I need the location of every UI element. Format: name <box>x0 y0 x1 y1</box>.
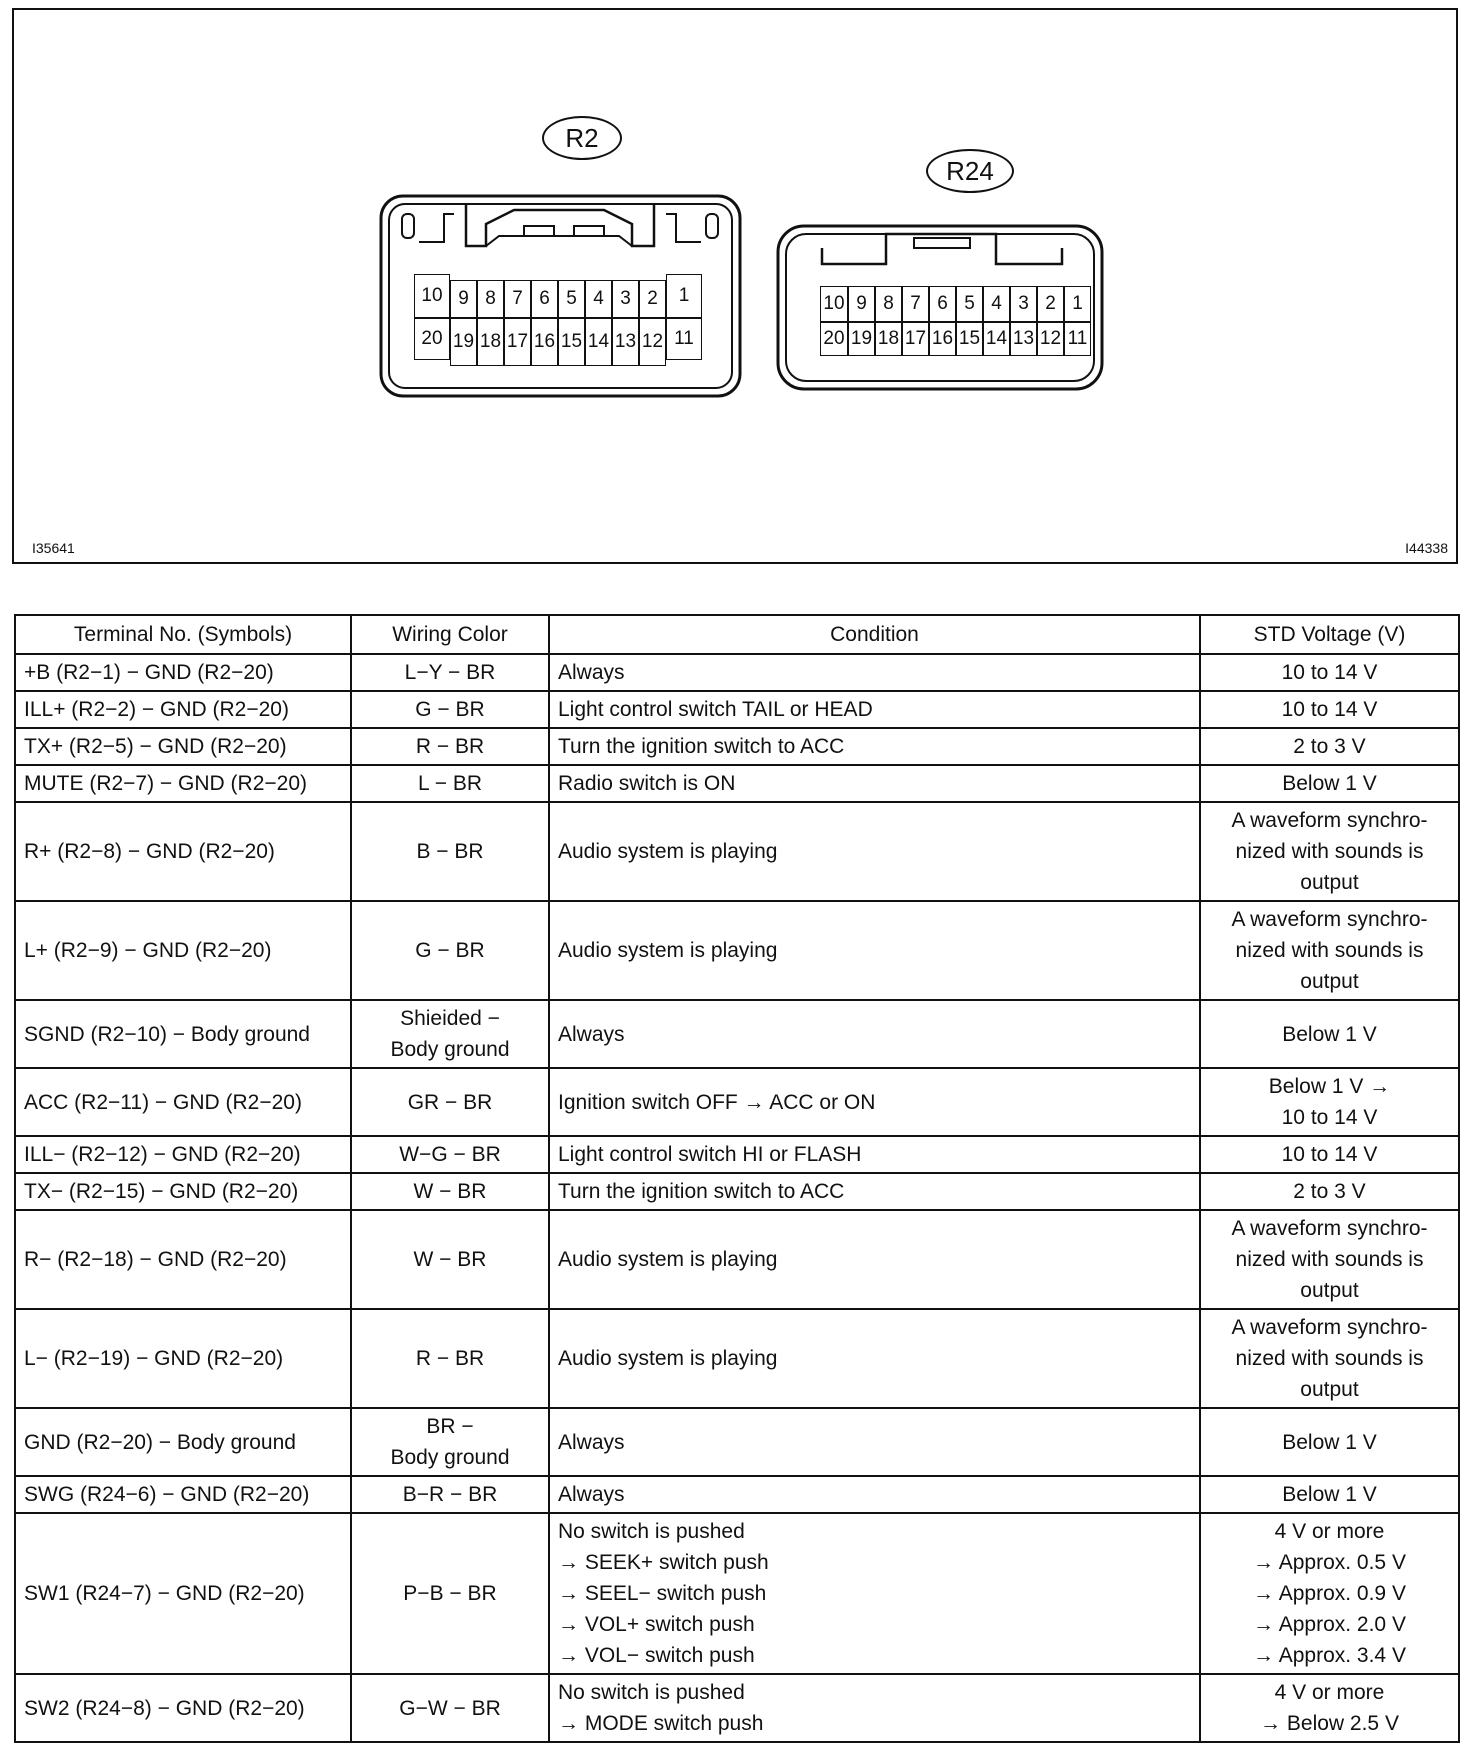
table-row <box>15 1408 1459 1476</box>
r24-pin: 8 <box>875 286 902 322</box>
wiring-color-cell-line: R − BR <box>415 735 485 758</box>
condition-cell <box>549 765 1200 802</box>
condition-cell-line: → SEEK+ switch push <box>558 1551 769 1574</box>
table-row <box>15 1136 1459 1173</box>
table-row <box>15 654 1459 691</box>
condition-cell-line: Light control switch HI or FLASH <box>558 1143 862 1166</box>
terminal-cell-line: SWG (R24−6) − GND (R2−20) <box>24 1483 310 1506</box>
r24-pin: 17 <box>902 322 929 356</box>
condition-cell <box>549 901 1200 1000</box>
condition-cell-line: Light control switch TAIL or HEAD <box>558 698 873 721</box>
connector-r2-label: R2 <box>542 116 622 160</box>
terminal-cell-line: MUTE (R2−7) − GND (R2−20) <box>24 772 307 795</box>
wiring-color-cell-line: BR − <box>426 1415 474 1438</box>
voltage-cell-line: A waveform synchro- <box>1231 1217 1428 1240</box>
voltage-cell <box>1200 1173 1459 1210</box>
voltage-cell-line: → Approx. 2.0 V <box>1253 1613 1406 1636</box>
r2-pin: 10 <box>414 274 450 318</box>
wiring-color-cell-line: G − BR <box>415 698 485 721</box>
table-row <box>15 1068 1459 1136</box>
condition-cell-line: Audio system is playing <box>558 1248 778 1271</box>
condition-cell-line: Always <box>558 1430 625 1454</box>
condition-cell <box>549 1513 1200 1674</box>
wiring-color-cell-line: W−G − BR <box>399 1143 501 1166</box>
condition-cell <box>549 1000 1200 1068</box>
voltage-cell-line: → Approx. 0.9 V <box>1253 1582 1406 1605</box>
voltage-cell-line: A waveform synchro- <box>1231 908 1428 931</box>
terminal-cell-line: L− (R2−19) − GND (R2−20) <box>24 1347 284 1370</box>
condition-cell <box>549 802 1200 901</box>
wiring-color-cell-line: L−Y − BR <box>404 661 496 684</box>
condition-cell <box>549 1408 1200 1476</box>
r24-pin: 16 <box>929 322 956 356</box>
voltage-cell <box>1200 1408 1459 1476</box>
voltage-cell-line: 2 to 3 V <box>1293 735 1366 758</box>
table-row <box>15 691 1459 728</box>
condition-cell-line: No switch is pushed <box>558 1681 745 1704</box>
wiring-color-cell <box>351 1210 549 1309</box>
r24-pin: 18 <box>875 322 902 356</box>
voltage-cell-line: 10 to 14 V <box>1281 698 1378 721</box>
r24-pin: 10 <box>820 286 848 322</box>
terminal-cell <box>15 901 351 1000</box>
voltage-cell <box>1200 1674 1459 1742</box>
wiring-color-cell <box>351 1513 549 1674</box>
terminal-cell-line: +B (R2−1) − GND (R2−20) <box>24 661 274 684</box>
voltage-cell <box>1200 691 1459 728</box>
wiring-color-cell <box>351 1408 549 1476</box>
connector-outlines <box>14 10 1456 562</box>
wiring-color-cell <box>351 1000 549 1068</box>
terminal-cell <box>15 765 351 802</box>
r2-pin: 2 <box>639 280 666 318</box>
wiring-color-cell <box>351 728 549 765</box>
condition-cell-line: Audio system is playing <box>558 840 778 863</box>
voltage-cell-line: 4 V or more <box>1274 1681 1385 1704</box>
voltage-cell <box>1200 728 1459 765</box>
table-row <box>15 728 1459 765</box>
terminal-cell <box>15 1173 351 1210</box>
terminal-cell <box>15 691 351 728</box>
voltage-cell-line: 10 to 14 V <box>1281 1106 1378 1129</box>
voltage-cell-line: Below 1 V <box>1282 1483 1377 1506</box>
wiring-color-cell <box>351 654 549 691</box>
voltage-cell <box>1200 1136 1459 1173</box>
condition-cell <box>549 691 1200 728</box>
wiring-color-cell <box>351 1309 549 1408</box>
r2-pin: 19 <box>450 318 477 366</box>
terminal-cell-line: ILL− (R2−12) − GND (R2−20) <box>24 1143 301 1166</box>
wiring-color-cell <box>351 1068 549 1136</box>
terminal-cell <box>15 1674 351 1742</box>
r2-pin: 17 <box>504 318 531 366</box>
voltage-cell <box>1200 802 1459 901</box>
r2-pin: 12 <box>639 318 666 366</box>
condition-cell <box>549 1068 1200 1136</box>
voltage-cell-line: 2 to 3 V <box>1293 1180 1366 1203</box>
r2-pin: 13 <box>612 318 639 366</box>
voltage-cell-line: nized with sounds is <box>1235 1248 1424 1271</box>
r24-pin: 2 <box>1037 286 1064 322</box>
wiring-color-cell <box>351 802 549 901</box>
voltage-cell <box>1200 1476 1459 1513</box>
terminal-cell <box>15 1476 351 1513</box>
voltage-cell <box>1200 1513 1459 1674</box>
table-header-row <box>15 615 1459 654</box>
voltage-cell-line: nized with sounds is <box>1235 840 1424 863</box>
terminal-cell <box>15 1136 351 1173</box>
voltage-cell-line: output <box>1300 1279 1359 1302</box>
voltage-cell-line: nized with sounds is <box>1235 1347 1424 1370</box>
r24-pin: 9 <box>848 286 875 322</box>
condition-cell-line: → MODE switch push <box>558 1712 764 1735</box>
condition-cell <box>549 728 1200 765</box>
voltage-cell <box>1200 1068 1459 1136</box>
table-row <box>15 1476 1459 1513</box>
figure-id-right: I44338 <box>1405 540 1448 556</box>
condition-cell-line: Audio system is playing <box>558 1347 778 1370</box>
figure-id-left: I35641 <box>32 540 75 556</box>
condition-cell <box>549 1476 1200 1513</box>
wiring-color-cell-line: G−W − BR <box>399 1696 501 1720</box>
table-row <box>15 802 1459 901</box>
voltage-cell-line: A waveform synchro- <box>1231 1316 1428 1339</box>
terminal-cell-line: R− (R2−18) − GND (R2−20) <box>24 1248 287 1271</box>
terminal-cell-line: SW1 (R24−7) − GND (R2−20) <box>24 1582 305 1605</box>
table-row <box>15 1513 1459 1674</box>
r24-pin: 6 <box>929 286 956 322</box>
wiring-color-cell-line: Body ground <box>390 1038 510 1061</box>
terminal-cell-line: SW2 (R24−8) − GND (R2−20) <box>24 1696 305 1720</box>
terminal-cell-line: R+ (R2−8) − GND (R2−20) <box>24 840 275 863</box>
terminal-cell-line: ACC (R2−11) − GND (R2−20) <box>24 1090 302 1114</box>
r24-pin: 3 <box>1010 286 1037 322</box>
voltage-cell <box>1200 1210 1459 1309</box>
terminal-cell <box>15 1309 351 1408</box>
terminal-cell-line: TX− (R2−15) − GND (R2−20) <box>24 1180 299 1203</box>
condition-cell-line: → VOL+ switch push <box>558 1613 755 1636</box>
condition-cell-line: Turn the ignition switch to ACC <box>558 1180 845 1203</box>
voltage-cell-line: output <box>1300 871 1359 894</box>
wiring-color-cell <box>351 1476 549 1513</box>
r24-pin: 12 <box>1037 322 1064 356</box>
voltage-cell <box>1200 1309 1459 1408</box>
wiring-color-cell-line: Body ground <box>390 1446 510 1469</box>
voltage-cell <box>1200 901 1459 1000</box>
r24-pin: 19 <box>848 322 875 356</box>
voltage-cell-line: → Approx. 3.4 V <box>1253 1644 1406 1667</box>
table-row <box>15 1000 1459 1068</box>
voltage-cell-line: Below 1 V <box>1282 1430 1377 1454</box>
r2-pin: 8 <box>477 280 504 318</box>
r24-pin: 15 <box>956 322 983 356</box>
r2-pin: 18 <box>477 318 504 366</box>
voltage-cell-line: → Below 2.5 V <box>1260 1712 1399 1735</box>
terminal-cell-line: SGND (R2−10) − Body ground <box>24 1022 310 1046</box>
header-wiring-color: Wiring Color <box>351 615 549 654</box>
terminal-cell <box>15 802 351 901</box>
r2-pin: 15 <box>558 318 585 366</box>
table-row <box>15 1309 1459 1408</box>
condition-cell-line: Radio switch is ON <box>558 772 736 795</box>
terminal-cell-line: GND (R2−20) − Body ground <box>24 1430 296 1454</box>
header-std-voltage: STD Voltage (V) <box>1200 615 1459 654</box>
table-row <box>15 765 1459 802</box>
table-row <box>15 1674 1459 1742</box>
r24-pin: 20 <box>820 322 848 356</box>
wiring-color-cell <box>351 765 549 802</box>
table-body <box>15 654 1459 1742</box>
condition-cell-line: No switch is pushed <box>558 1520 745 1543</box>
voltage-cell <box>1200 765 1459 802</box>
terminal-cell-line: ILL+ (R2−2) − GND (R2−20) <box>24 698 289 721</box>
terminal-cell <box>15 1513 351 1674</box>
condition-cell <box>549 1173 1200 1210</box>
terminal-cell <box>15 1000 351 1068</box>
condition-cell <box>549 1136 1200 1173</box>
voltage-cell-line: output <box>1300 1378 1359 1401</box>
voltage-cell-line: Below 1 V → <box>1268 1075 1391 1098</box>
condition-cell-line: Always <box>558 1483 625 1506</box>
header-condition: Condition <box>549 615 1200 654</box>
voltage-cell-line: output <box>1300 970 1359 993</box>
wiring-color-cell <box>351 901 549 1000</box>
voltage-cell-line: 10 to 14 V <box>1281 661 1378 684</box>
wiring-color-cell-line: W − BR <box>413 1248 487 1271</box>
condition-cell-line: Ignition switch OFF → ACC or ON <box>558 1090 876 1114</box>
r2-pin: 7 <box>504 280 531 318</box>
voltage-cell-line: → Approx. 0.5 V <box>1253 1551 1406 1574</box>
r24-pin: 4 <box>983 286 1010 322</box>
wiring-color-cell-line: Shieided − <box>400 1007 500 1030</box>
table-row <box>15 1173 1459 1210</box>
condition-cell <box>549 654 1200 691</box>
r2-pin: 3 <box>612 280 639 318</box>
connector-r24-label: R24 <box>926 149 1014 193</box>
voltage-cell-line: 10 to 14 V <box>1281 1143 1378 1166</box>
condition-cell <box>549 1674 1200 1742</box>
r24-pin: 13 <box>1010 322 1037 356</box>
table-row <box>15 1210 1459 1309</box>
r2-pin: 6 <box>531 280 558 318</box>
condition-cell <box>549 1210 1200 1309</box>
wiring-color-cell-line: B−R − BR <box>402 1483 498 1506</box>
voltage-cell-line: A waveform synchro- <box>1231 809 1428 832</box>
voltage-cell-line: nized with sounds is <box>1235 939 1424 962</box>
wiring-color-cell-line: GR − BR <box>407 1090 493 1114</box>
r2-pin: 1 <box>666 274 702 318</box>
r2-pin: 9 <box>450 280 477 318</box>
wiring-color-cell-line: G − BR <box>415 939 485 962</box>
r2-pin: 14 <box>585 318 612 366</box>
condition-cell-line: Always <box>558 1022 625 1046</box>
r24-pin: 11 <box>1064 322 1091 356</box>
condition-cell-line: → VOL− switch push <box>558 1644 755 1667</box>
condition-cell-line: Audio system is playing <box>558 939 778 962</box>
wiring-color-cell-line: P−B − BR <box>403 1582 497 1605</box>
terminal-cell-line: L+ (R2−9) − GND (R2−20) <box>24 939 272 962</box>
terminal-voltage-table <box>14 614 1460 1743</box>
wiring-color-cell-line: L − BR <box>417 772 482 795</box>
wiring-color-cell-line: R − BR <box>415 1347 485 1370</box>
header-terminal: Terminal No. (Symbols) <box>15 615 351 654</box>
terminal-cell-line: TX+ (R2−5) − GND (R2−20) <box>24 735 287 758</box>
r2-pin: 11 <box>666 318 702 360</box>
wiring-color-cell <box>351 1173 549 1210</box>
voltage-cell-line: Below 1 V <box>1282 1022 1377 1046</box>
connector-figure <box>12 8 1458 564</box>
voltage-cell-line: Below 1 V <box>1282 772 1377 795</box>
voltage-cell-line: 4 V or more <box>1274 1520 1385 1543</box>
table-row <box>15 901 1459 1000</box>
r2-pin: 5 <box>558 280 585 318</box>
condition-cell <box>549 1309 1200 1408</box>
r2-pin: 4 <box>585 280 612 318</box>
condition-cell-line: Always <box>558 661 625 684</box>
voltage-cell <box>1200 654 1459 691</box>
terminal-cell <box>15 1068 351 1136</box>
r24-pin: 7 <box>902 286 929 322</box>
terminal-cell <box>15 654 351 691</box>
r2-pin: 16 <box>531 318 558 366</box>
wiring-color-cell-line: B − BR <box>416 840 484 863</box>
wiring-color-cell-line: W − BR <box>413 1180 487 1203</box>
condition-cell-line: Turn the ignition switch to ACC <box>558 735 845 758</box>
wiring-color-cell <box>351 1136 549 1173</box>
terminal-cell <box>15 1408 351 1476</box>
r24-pin: 5 <box>956 286 983 322</box>
condition-cell-line: → SEEL− switch push <box>558 1582 767 1605</box>
voltage-cell <box>1200 1000 1459 1068</box>
r24-pin: 1 <box>1064 286 1091 322</box>
r2-pin: 20 <box>414 318 450 360</box>
terminal-cell <box>15 728 351 765</box>
r24-pin: 14 <box>983 322 1010 356</box>
terminal-cell <box>15 1210 351 1309</box>
wiring-color-cell <box>351 1674 549 1742</box>
wiring-color-cell <box>351 691 549 728</box>
